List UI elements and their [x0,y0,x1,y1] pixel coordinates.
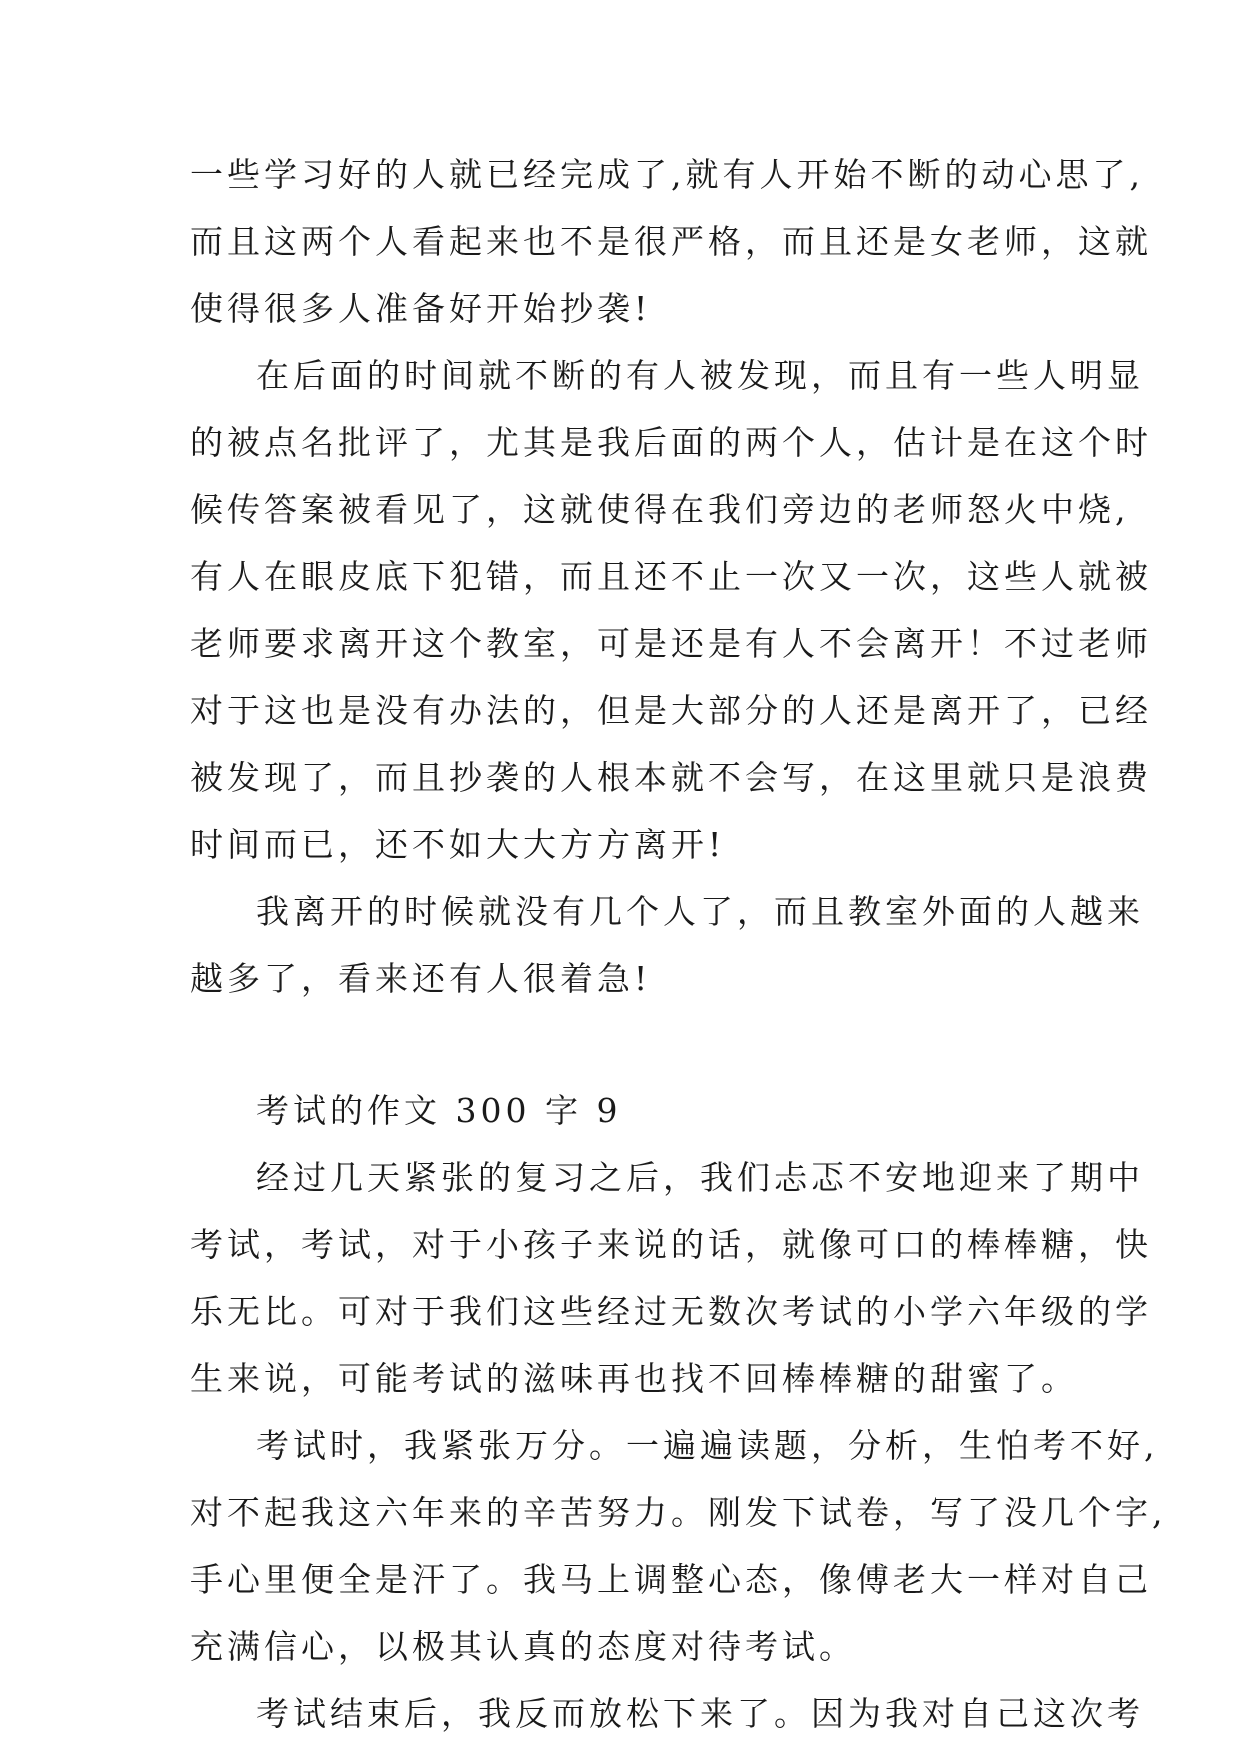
text-line: 有人在眼皮底下犯错，而且还不止一次又一次，这些人就被 [190,557,1152,596]
text-line: 时间而已，还不如大大方方离开! [190,825,726,864]
text-line: 乐无比。可对于我们这些经过无数次考试的小学六年级的学 [190,1292,1152,1331]
text-line: 而且这两个人看起来也不是很严格，而且还是女老师，这就 [190,222,1152,261]
text-line: 生来说，可能考试的滋味再也找不回棒棒糖的甜蜜了。 [190,1359,1078,1398]
text-line: 一些学习好的人就已经完成了,就有人开始不断的动心思了, [190,155,1144,194]
text-line: 越多了，看来还有人很着急! [190,959,652,998]
section-heading: 考试的作文 300 字 9 [256,1091,622,1130]
text-line: 候传答案被看见了，这就使得在我们旁边的老师怒火中烧, [190,490,1130,529]
text-line: 经过几天紧张的复习之后，我们忐忑不安地迎来了期中 [256,1158,1144,1197]
text-line: 考试时，我紧张万分。一遍遍读题，分析，生怕考不好, [256,1426,1159,1465]
text-line: 对于这也是没有办法的，但是大部分的人还是离开了，已经 [190,691,1152,730]
text-line: 对不起我这六年来的辛苦努力。刚发下试卷，写了没几个字, [190,1493,1167,1532]
text-line: 考试，考试，对于小孩子来说的话，就像可口的棒棒糖，快 [190,1225,1152,1264]
text-line: 被发现了，而且抄袭的人根本就不会写，在这里就只是浪费 [190,758,1152,797]
text-line: 的被点名批评了，尤其是我后面的两个人，估计是在这个时 [190,423,1152,462]
text-line: 在后面的时间就不断的有人被发现，而且有一些人明显 [256,356,1144,395]
text-line: 考试结束后，我反而放松下来了。因为我对自己这次考 [256,1694,1144,1733]
text-line: 手心里便全是汗了。我马上调整心态，像傅老大一样对自己 [190,1560,1152,1599]
text-line: 使得很多人准备好开始抄袭! [190,289,652,328]
text-line: 充满信心，以极其认真的态度对待考试。 [190,1627,856,1666]
text-line: 老师要求离开这个教室，可是还是有人不会离开！不过老师 [190,624,1152,663]
text-line: 我离开的时候就没有几个人了，而且教室外面的人越来 [256,892,1144,931]
